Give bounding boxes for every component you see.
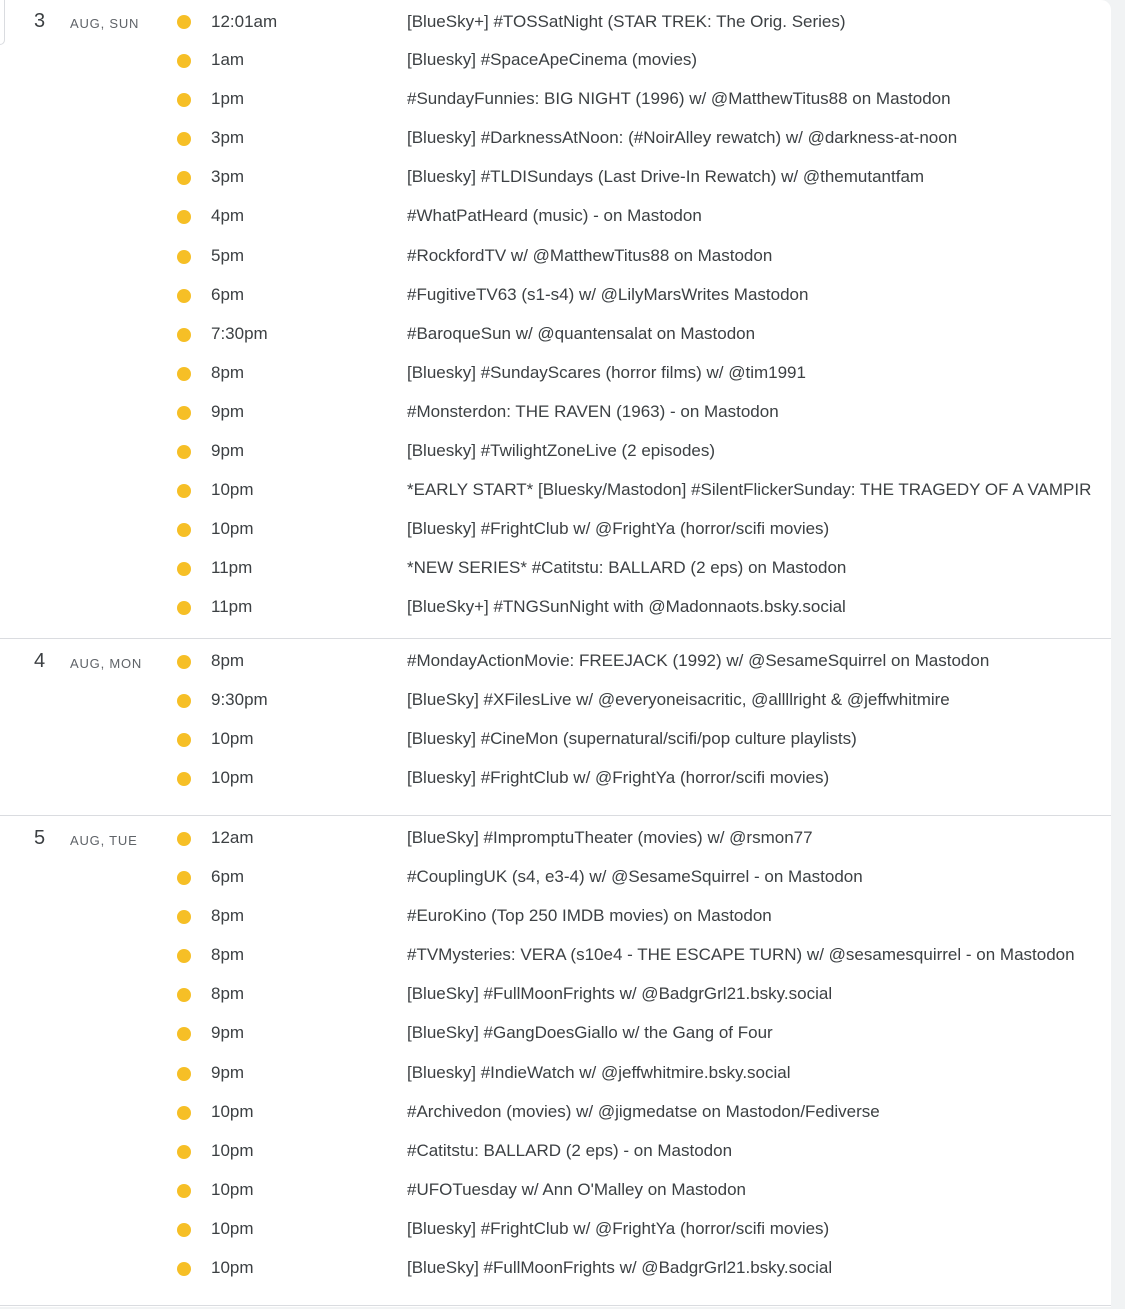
event-title: [Bluesky] #SundayScares (horror films) w/ @tim1991 xyxy=(407,362,806,382)
event-title: #BaroqueSun w/ @quantensalat on Mastodon xyxy=(407,323,756,343)
event-time: 10pm xyxy=(211,480,254,500)
event-time: 10pm xyxy=(211,768,254,788)
event-color-dot xyxy=(177,445,191,459)
event-color-dot xyxy=(177,562,191,576)
event-title: #WhatPatHeard (music) - on Mastodon xyxy=(407,206,702,226)
event-time: 9pm xyxy=(211,441,245,461)
event-title: [Bluesky] #DarknessAtNoon: (#NoirAlley rewatch) w/ @darkness-at-noon xyxy=(407,128,958,148)
event-time: 12am xyxy=(211,828,254,847)
event-row[interactable] xyxy=(0,895,1111,934)
event-title: #Catitstu: BALLARD (2 eps) - on Mastodon xyxy=(407,1140,733,1160)
event-title: [Bluesky] #IndieWatch w/ @jeffwhitmire.bsky.social xyxy=(407,1062,791,1082)
event-row[interactable] xyxy=(0,391,1111,430)
event-title: [BlueSky+] #TNGSunNight with @Madonnaots.bsky.social xyxy=(407,597,846,617)
event-title: [Bluesky] #FrightClub w/ @FrightYa (horror/scifi movies) xyxy=(407,768,830,788)
event-time: 10pm xyxy=(211,1179,254,1199)
event-color-dot xyxy=(177,367,191,381)
event-time: 8pm xyxy=(211,651,245,670)
event-color-dot xyxy=(177,406,191,420)
event-color-dot xyxy=(177,1262,191,1276)
event-row[interactable] xyxy=(0,586,1111,625)
event-row[interactable] xyxy=(0,718,1111,757)
day-group xyxy=(0,817,1111,1286)
event-row[interactable] xyxy=(0,1169,1111,1208)
event-color-dot xyxy=(177,988,191,1002)
event-row[interactable] xyxy=(0,195,1111,234)
event-color-dot xyxy=(177,132,191,146)
event-row[interactable] xyxy=(0,1012,1111,1051)
event-time: 11pm xyxy=(211,597,253,617)
event-color-dot xyxy=(177,949,191,963)
event-title: *NEW SERIES* #Catitstu: BALLARD (2 eps) on Mastodon xyxy=(407,558,847,578)
event-color-dot xyxy=(177,832,191,846)
event-title: #Archivedon (movies) w/ @jigmedatse on Mastodon/Fediverse xyxy=(407,1101,880,1121)
event-time: 10pm xyxy=(211,1101,254,1121)
event-color-dot xyxy=(177,523,191,537)
event-row[interactable] xyxy=(0,235,1111,274)
event-time: 9:30pm xyxy=(211,690,268,710)
event-title: #SundayFunnies: BIG NIGHT (1996) w/ @MatthewTitus88 on Mastodon xyxy=(407,89,951,109)
event-time: 1am xyxy=(211,50,245,70)
event-title: [BlueSky+] #TOSSatNight (STAR TREK: The Orig. Series) xyxy=(407,12,846,31)
event-row[interactable] xyxy=(0,757,1111,796)
event-color-dot xyxy=(177,210,191,224)
event-row[interactable] xyxy=(0,469,1111,508)
event-title: [Bluesky] #TLDISundays (Last Drive-In Rewatch) w/ @themutantfam xyxy=(407,167,925,187)
event-row[interactable] xyxy=(0,508,1111,547)
event-time: 11pm xyxy=(211,558,253,578)
event-list xyxy=(0,0,1111,626)
day-divider xyxy=(0,638,1111,639)
event-color-dot xyxy=(177,655,191,669)
event-time: 6pm xyxy=(211,867,245,887)
event-time: 8pm xyxy=(211,984,245,1004)
day-divider xyxy=(0,1305,1111,1306)
event-row[interactable] xyxy=(0,1052,1111,1091)
event-title: [BlueSky] #FullMoonFrights w/ @BadgrGrl21.bsky.social xyxy=(407,984,833,1004)
event-title: [Bluesky] #FrightClub w/ @FrightYa (horror/scifi movies) xyxy=(407,1218,830,1238)
event-title: [BlueSky] #GangDoesGiallo w/ the Gang of Four xyxy=(407,1023,773,1043)
event-title: [BlueSky] #FullMoonFrights w/ @BadgrGrl21.bsky.social xyxy=(407,1258,833,1278)
event-title: [Bluesky] #TwilightZoneLive (2 episodes) xyxy=(407,441,716,461)
event-time: 9pm xyxy=(211,1023,245,1043)
event-row[interactable] xyxy=(0,352,1111,391)
event-row[interactable] xyxy=(0,274,1111,313)
event-color-dot xyxy=(177,910,191,924)
event-color-dot xyxy=(177,1027,191,1041)
event-row[interactable] xyxy=(0,156,1111,195)
event-time: 1pm xyxy=(211,89,245,109)
event-color-dot xyxy=(177,1106,191,1120)
event-row[interactable] xyxy=(0,856,1111,895)
event-title: #CouplingUK (s4, e3-4) w/ @SesameSquirrel - on Mastodon xyxy=(407,867,863,887)
event-time: 8pm xyxy=(211,906,245,926)
event-color-dot xyxy=(177,93,191,107)
event-title: *EARLY START* [Bluesky/Mastodon] #SilentFlickerSunday: THE TRAGEDY OF A VAMPIR xyxy=(407,480,1092,500)
event-time: 10pm xyxy=(211,519,254,539)
event-color-dot xyxy=(177,871,191,885)
event-time: 3pm xyxy=(211,167,245,187)
event-title: [Bluesky] #CineMon (supernatural/scifi/pop culture playlists) xyxy=(407,729,857,749)
event-color-dot xyxy=(177,694,191,708)
day-label: AUG, TUE xyxy=(70,833,138,848)
event-time: 8pm xyxy=(211,362,245,382)
event-row[interactable] xyxy=(0,1091,1111,1130)
event-time: 12:01am xyxy=(211,12,278,31)
event-color-dot xyxy=(177,15,191,29)
event-color-dot xyxy=(177,601,191,615)
event-list xyxy=(0,640,1111,796)
event-color-dot xyxy=(177,54,191,68)
event-title: #MondayActionMovie: FREEJACK (1992) w/ @SesameSquirrel on Mastodon xyxy=(407,651,990,670)
event-row[interactable] xyxy=(0,78,1111,117)
day-divider xyxy=(0,815,1111,816)
event-title: #TVMysteries: VERA (s10e4 - THE ESCAPE TURN) w/ @sesamesquirrel - on Mastodon xyxy=(407,945,1075,965)
event-row[interactable] xyxy=(0,313,1111,352)
event-color-dot xyxy=(177,328,191,342)
event-row[interactable] xyxy=(0,430,1111,469)
event-time: 6pm xyxy=(211,284,245,304)
event-title: #EuroKino (Top 250 IMDB movies) on Mastodon xyxy=(407,906,772,926)
day-label: AUG, MON xyxy=(70,656,143,671)
event-color-dot xyxy=(177,289,191,303)
event-time: 9pm xyxy=(211,1062,245,1082)
day-group xyxy=(0,640,1111,796)
event-title: [BlueSky] #XFilesLive w/ @everyoneisacritic, @allllright & @jeffwhitmire xyxy=(407,690,950,710)
event-title: #FugitiveTV63 (s1-s4) w/ @LilyMarsWrites Mastodon xyxy=(407,284,809,304)
event-row[interactable] xyxy=(0,1208,1111,1247)
event-title: [Bluesky] #FrightClub w/ @FrightYa (horror/scifi movies) xyxy=(407,519,830,539)
event-title: #Monsterdon: THE RAVEN (1963) - on Mastodon xyxy=(407,401,779,421)
event-title: [BlueSky] #ImpromptuTheater (movies) w/ @rsmon77 xyxy=(407,828,813,847)
event-time: 8pm xyxy=(211,945,245,965)
event-row[interactable] xyxy=(0,117,1111,156)
event-row[interactable] xyxy=(0,1247,1111,1286)
event-title: [Bluesky] #SpaceApeCinema (movies) xyxy=(407,50,698,70)
event-row[interactable] xyxy=(0,817,1111,856)
event-time: 10pm xyxy=(211,729,254,749)
event-color-dot xyxy=(177,1145,191,1159)
event-color-dot xyxy=(177,250,191,264)
event-color-dot xyxy=(177,1223,191,1237)
event-color-dot xyxy=(177,1184,191,1198)
event-time: 10pm xyxy=(211,1218,254,1238)
day-number[interactable]: 5 xyxy=(34,827,46,849)
event-time: 10pm xyxy=(211,1140,254,1160)
event-row[interactable] xyxy=(0,973,1111,1012)
day-number[interactable]: 4 xyxy=(34,650,46,672)
event-time: 5pm xyxy=(211,245,245,265)
event-time: 7:30pm xyxy=(211,323,268,343)
event-color-dot xyxy=(177,733,191,747)
event-title: #RockfordTV w/ @MatthewTitus88 on Mastodon xyxy=(407,245,773,265)
event-color-dot xyxy=(177,484,191,498)
event-row[interactable] xyxy=(0,934,1111,973)
day-label: AUG, SUN xyxy=(70,16,140,31)
event-row[interactable] xyxy=(0,640,1111,679)
event-title: #UFOTuesday w/ Ann O'Malley on Mastodon xyxy=(407,1179,746,1199)
event-row[interactable] xyxy=(0,679,1111,718)
event-time: 3pm xyxy=(211,128,245,148)
event-color-dot xyxy=(177,1067,191,1081)
day-number[interactable]: 3 xyxy=(34,10,46,32)
event-time: 10pm xyxy=(211,1258,254,1278)
event-row[interactable] xyxy=(0,1130,1111,1169)
event-row[interactable] xyxy=(0,0,1111,39)
event-row[interactable] xyxy=(0,547,1111,586)
event-color-dot xyxy=(177,772,191,786)
event-row[interactable] xyxy=(0,39,1111,78)
event-color-dot xyxy=(177,171,191,185)
event-list xyxy=(0,817,1111,1286)
event-time: 9pm xyxy=(211,401,245,421)
day-group xyxy=(0,0,1111,626)
event-time: 4pm xyxy=(211,206,245,226)
